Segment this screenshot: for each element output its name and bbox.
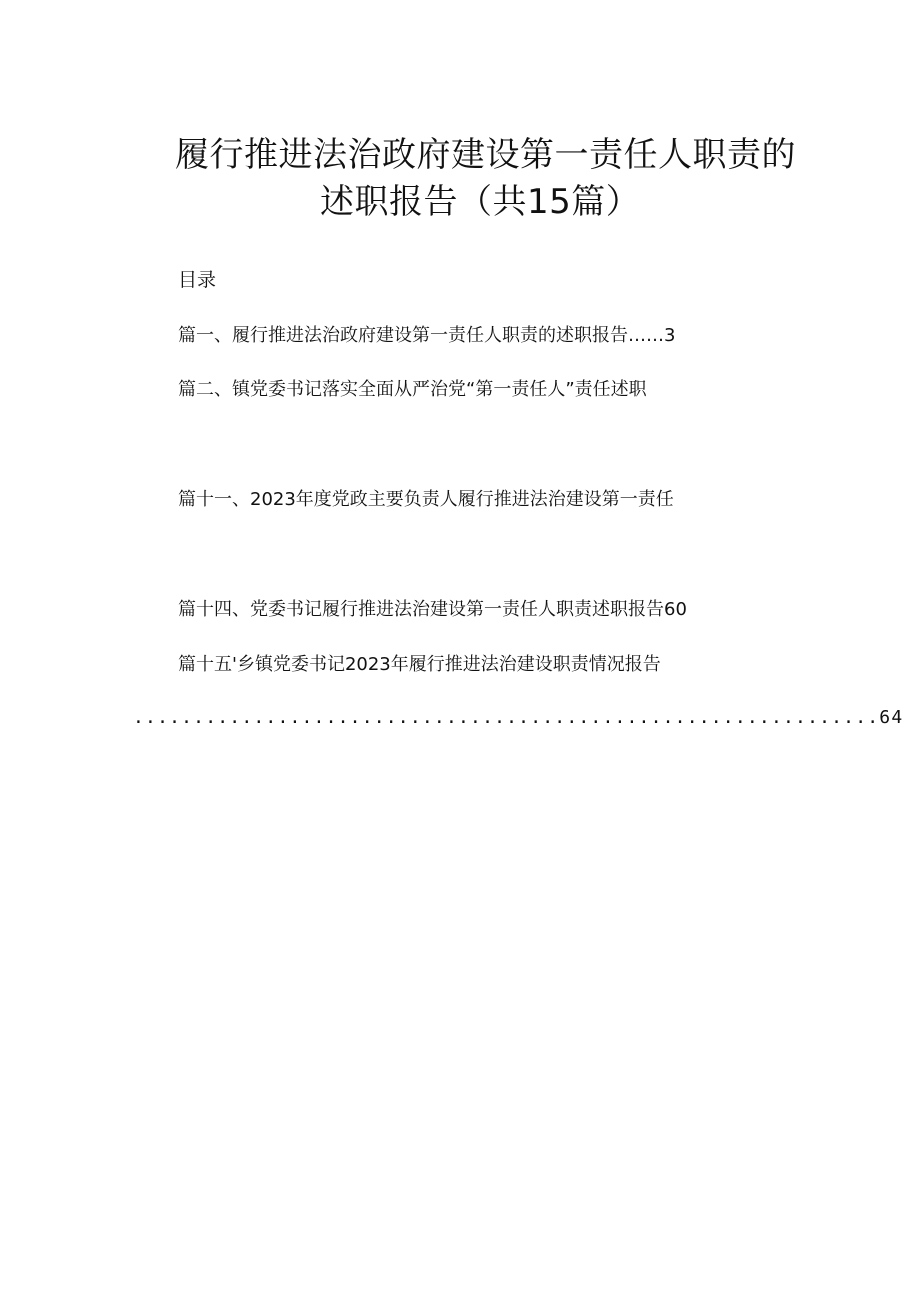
toc-entry-15[interactable]: 篇十五'乡镇党委书记2023年履行推进法治建设职责情况报告 <box>178 654 661 675</box>
toc-entry-2[interactable]: 篇二、镇党委书记落实全面从严治党“第一责任人”责任述职 <box>178 379 647 400</box>
document-title-line-1: 履行推进法治政府建设第一责任人职责的 <box>175 135 796 175</box>
toc-entry-14[interactable]: 篇十四、党委书记履行推进法治建设第一责任人职责述职报告60 <box>178 599 687 620</box>
toc-heading: 目录 <box>178 269 217 291</box>
toc-entry-1[interactable]: 篇一、履行推进法治政府建设第一责任人职责的述职报告……3 <box>178 325 676 346</box>
toc-entry-11[interactable]: 篇十一、2023年度党政主要负责人履行推进法治建设第一责任 <box>178 489 674 510</box>
toc-dot-leader-page-64: ..............................................................64 <box>133 707 904 728</box>
document-title-line-2: 述职报告（共15篇） <box>320 182 641 222</box>
